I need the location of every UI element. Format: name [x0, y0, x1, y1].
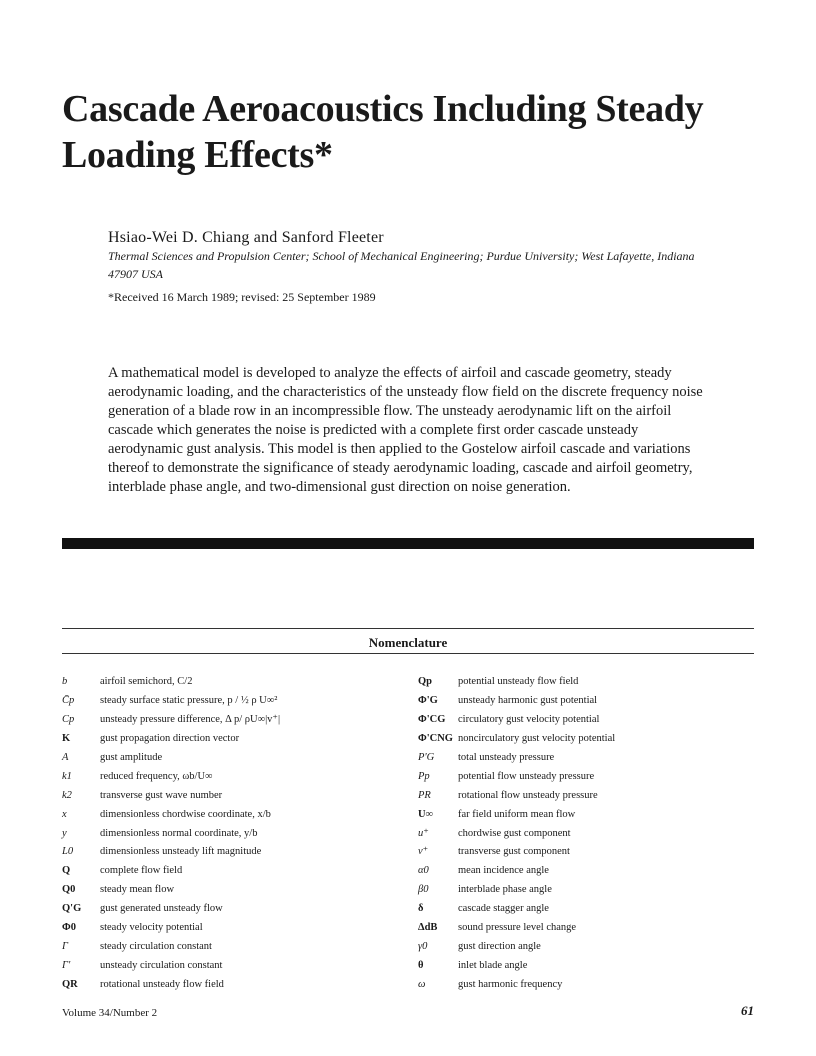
received-dates: *Received 16 March 1989; revised: 25 September 1989 [108, 290, 376, 304]
nomenclature-top-rule [62, 628, 754, 629]
nomenclature-symbol: C̄p [62, 694, 75, 706]
nomenclature-definition: interblade phase angle [458, 884, 552, 896]
nomenclature-definition: potential flow unsteady pressure [458, 770, 595, 782]
nomenclature-definition: steady circulation constant [100, 941, 212, 953]
nomenclature-symbol: Φ'G [418, 694, 438, 706]
nomenclature-definition: gust harmonic frequency [458, 979, 563, 990]
author-names: Hsiao-Wei D. Chiang and Sanford Fleeter [108, 229, 384, 246]
nomenclature-symbol: Q [62, 865, 71, 877]
nomenclature-symbol: ΔdB [418, 922, 438, 934]
nomenclature-definition: total unsteady pressure [458, 751, 555, 763]
nomenclature-symbol: θ [418, 960, 424, 972]
nomenclature-item [62, 710, 402, 729]
nomenclature-item [62, 956, 402, 975]
nomenclature-definition: unsteady harmonic gust potential [458, 694, 598, 706]
nomenclature-item [62, 880, 402, 899]
nomenclature-item [418, 767, 758, 786]
nomenclature-item [418, 975, 758, 994]
nomenclature-symbol: k2 [62, 789, 72, 801]
nomenclature-definition: gust direction angle [458, 941, 541, 953]
nomenclature-definition: mean incidence angle [458, 865, 549, 877]
nomenclature-item [418, 918, 758, 937]
nomenclature-item [418, 842, 758, 861]
nomenclature-right-column [418, 672, 758, 994]
nomenclature-item [418, 805, 758, 824]
nomenclature-item [62, 729, 402, 748]
nomenclature-heading: Nomenclature [368, 635, 448, 650]
nomenclature-item [418, 710, 758, 729]
nomenclature-item [418, 899, 758, 918]
nomenclature-symbol: v⁺ [418, 846, 429, 858]
nomenclature-item [62, 899, 402, 918]
nomenclature-definition: dimensionless normal coordinate, y/b [100, 827, 258, 839]
nomenclature-item [418, 824, 758, 843]
nomenclature-definition: steady surface static pressure, p / ½ ρ U∞² [100, 694, 278, 706]
nomenclature-symbol: u⁺ [418, 827, 429, 839]
nomenclature-item [62, 748, 402, 767]
nomenclature-symbol: Qp [418, 676, 433, 687]
author-affiliation: Thermal Sciences and Propulsion Center; School of Mechanical Engineering; Purdue University; West Lafayette, Indiana 47907 USA [108, 249, 695, 281]
nomenclature-item [418, 937, 758, 956]
nomenclature-item [62, 918, 402, 937]
nomenclature-item [62, 672, 402, 691]
nomenclature-symbol: Cp [62, 713, 75, 725]
nomenclature-definition: complete flow field [100, 865, 183, 877]
nomenclature-definition: dimensionless chordwise coordinate, x/b [100, 808, 271, 820]
nomenclature-symbol: PR [418, 789, 431, 801]
nomenclature-definition: chordwise gust component [458, 827, 571, 839]
nomenclature-symbol: L0 [62, 846, 74, 858]
nomenclature-definition: sound pressure level change [458, 922, 577, 934]
nomenclature-symbol: K [62, 732, 71, 744]
nomenclature-symbol: QR [62, 979, 78, 990]
nomenclature-symbol: U∞ [418, 808, 434, 820]
nomenclature-definition: reduced frequency, ωb/U∞ [100, 770, 213, 782]
section-divider [62, 538, 754, 549]
nomenclature-item [62, 975, 402, 994]
nomenclature-definition: airfoil semichord, C/2 [100, 676, 193, 687]
nomenclature-item [62, 767, 402, 786]
nomenclature-symbol: b [62, 676, 68, 687]
nomenclature-left-column [62, 672, 402, 994]
nomenclature-item [418, 956, 758, 975]
nomenclature-symbol: γ0 [418, 941, 428, 953]
nomenclature-item [418, 672, 758, 691]
nomenclature-item [62, 842, 402, 861]
nomenclature-symbol: A [62, 751, 69, 763]
nomenclature-definition: inlet blade angle [458, 960, 528, 972]
nomenclature-symbol: ω [418, 979, 426, 990]
nomenclature-item [62, 691, 402, 710]
nomenclature-symbol: Γ' [62, 960, 71, 972]
nomenclature-symbol: Q0 [62, 884, 76, 896]
nomenclature-item [62, 786, 402, 805]
nomenclature-item [62, 805, 402, 824]
nomenclature-symbol: Pp [418, 770, 430, 782]
nomenclature-item [418, 861, 758, 880]
nomenclature-symbol: β0 [418, 884, 429, 896]
nomenclature-symbol: Φ0 [62, 922, 76, 934]
nomenclature-definition: gust generated unsteady flow [100, 903, 223, 915]
nomenclature-symbol: Q'G [62, 903, 82, 915]
nomenclature-symbol: y [62, 827, 67, 839]
nomenclature-symbol: δ [418, 903, 424, 915]
nomenclature-definition: unsteady pressure difference, Δ p/ ρU∞|v⁺| [100, 713, 281, 725]
nomenclature-symbol: Φ'CNG [418, 732, 453, 744]
nomenclature-definition: unsteady circulation constant [100, 960, 223, 972]
nomenclature-definition: steady velocity potential [100, 922, 203, 934]
nomenclature-symbol: α0 [418, 865, 429, 877]
nomenclature-item [62, 937, 402, 956]
journal-volume: Volume 34/Number 2 [62, 1007, 158, 1019]
nomenclature-symbol: Γ [62, 941, 68, 953]
nomenclature-item [418, 691, 758, 710]
nomenclature-item [418, 729, 758, 748]
nomenclature-item [62, 861, 402, 880]
nomenclature-definition: transverse gust component [458, 846, 570, 858]
nomenclature-item [418, 880, 758, 899]
nomenclature-definition: transverse gust wave number [100, 789, 223, 801]
nomenclature-definition: dimensionless unsteady lift magnitude [100, 846, 262, 858]
nomenclature-symbol: P'G [418, 751, 435, 763]
nomenclature-definition: gust amplitude [100, 751, 163, 763]
abstract: A mathematical model is developed to analyze the effects of airfoil and cascade geometry, steady aerodynamic loading, and the characteristics of the unsteady flow field on the discrete frequency noise generation of a blade row in an incompressible flow. The unsteady aerodynamic lift on the airfoil cascade which generates the noise is predicted with a complete first order cascade unsteady aerodynamic gust analysis. This model is then applied to the Gostelow airfoil cascade and variations thereof to demonstrate the significance of steady aerodynamic loading, cascade and airfoil geometry, interblade phase angle, and two-dimensional gust direction on noise generation. [108, 365, 703, 495]
nomenclature-definition: potential unsteady flow field [458, 676, 579, 687]
paper-title: Cascade Aeroacoustics Including Steady Loading Effects* [62, 88, 704, 176]
nomenclature-definition: rotational flow unsteady pressure [458, 789, 598, 801]
nomenclature-definition: circulatory gust velocity potential [458, 713, 600, 725]
nomenclature-definition: noncirculatory gust velocity potential [458, 732, 616, 744]
nomenclature-item [62, 824, 402, 843]
nomenclature-definition: far field uniform mean flow [458, 808, 576, 820]
nomenclature-definition: rotational unsteady flow field [100, 979, 224, 990]
nomenclature-heading-rule [62, 653, 754, 654]
nomenclature-definition: steady mean flow [100, 884, 175, 896]
nomenclature-symbol: x [62, 808, 67, 820]
nomenclature-symbol: Φ'CG [418, 713, 446, 725]
nomenclature-item [418, 748, 758, 767]
nomenclature-definition: cascade stagger angle [458, 903, 549, 915]
nomenclature-definition: gust propagation direction vector [100, 732, 240, 744]
nomenclature-symbol: k1 [62, 770, 72, 782]
page-number: 61 [741, 1003, 754, 1018]
nomenclature-item [418, 786, 758, 805]
